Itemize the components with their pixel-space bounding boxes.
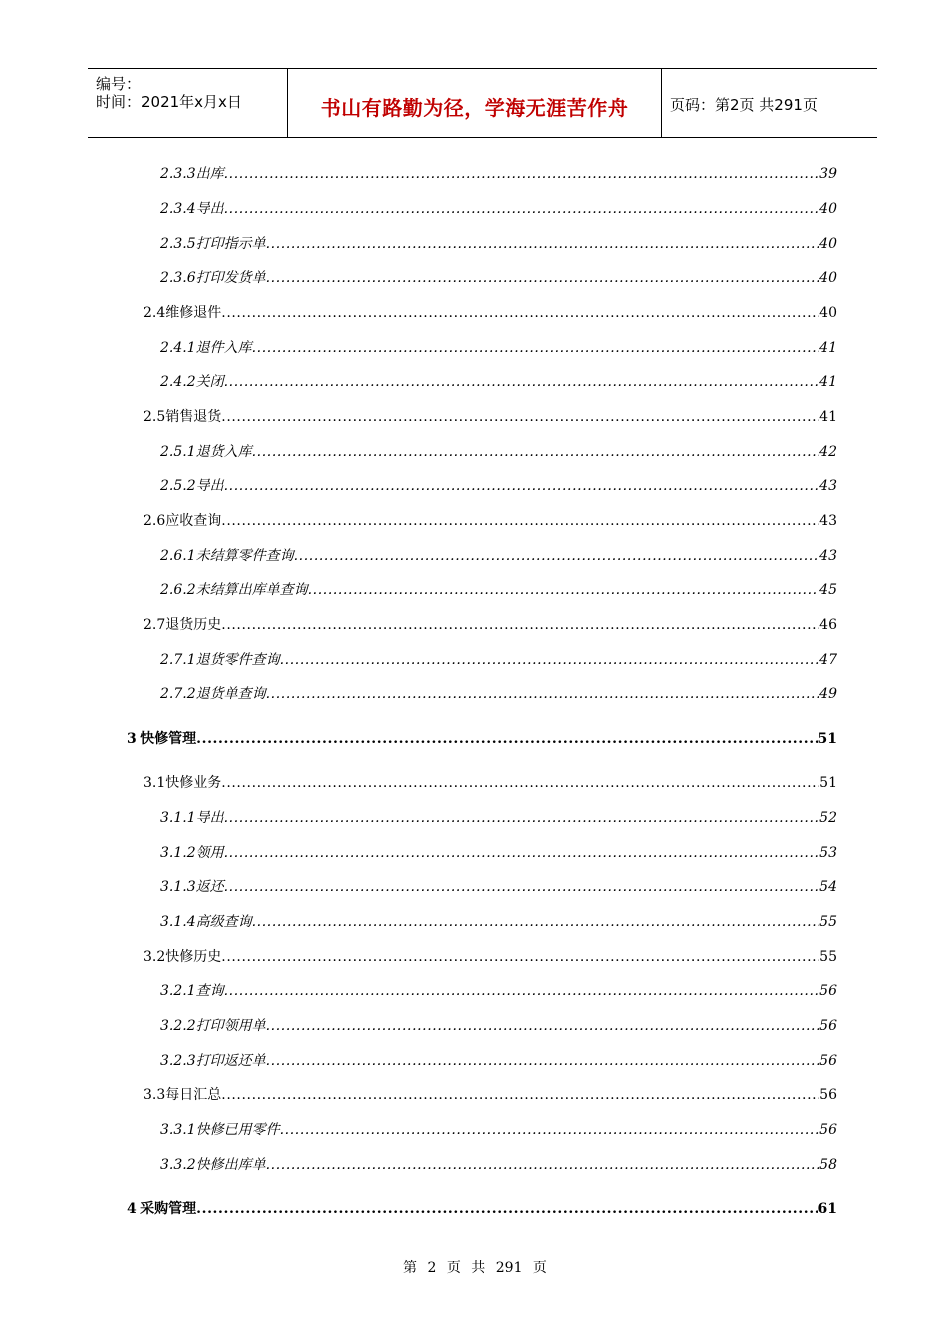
toc-entry-level-3[interactable] <box>160 980 837 1002</box>
toc-entry-number: 2.5.1 <box>160 444 196 460</box>
toc-entry-level-3[interactable] <box>160 267 837 289</box>
toc-entry-level-3[interactable] <box>160 545 837 567</box>
toc-dot-leader <box>196 1198 817 1220</box>
toc-entry-page-number: 51 <box>817 731 837 747</box>
toc-entry-page-number: 55 <box>819 949 837 965</box>
toc-entry-title: 高级查询 <box>195 914 252 930</box>
toc-entry-level-3[interactable] <box>160 163 837 185</box>
toc-entry-title: 快修业务 <box>165 775 222 791</box>
document-number-label: 编号： <box>96 75 142 93</box>
toc-dot-leader <box>221 510 819 532</box>
toc-entry-title: 每日汇总 <box>165 1087 222 1103</box>
toc-entry-level-1[interactable] <box>127 728 837 750</box>
toc-entry-number: 3.1.2 <box>160 845 196 861</box>
toc-entry-title: 快修出库单 <box>195 1157 266 1173</box>
toc-entry-number: 3 <box>127 731 137 747</box>
toc-dot-leader <box>280 649 820 671</box>
toc-entry-page-number: 58 <box>819 1157 837 1173</box>
toc-entry-level-3[interactable] <box>160 371 837 393</box>
toc-entry-level-3[interactable] <box>160 1154 837 1176</box>
toc-entry-number: 2.5 <box>143 409 166 425</box>
toc-entry-number: 3.2 <box>143 949 166 965</box>
toc-dot-leader <box>266 1154 820 1176</box>
toc-entry-title: 销售退货 <box>165 409 222 425</box>
toc-entry-level-3[interactable] <box>160 683 837 705</box>
toc-entry-level-3[interactable] <box>160 842 837 864</box>
toc-entry-title: 查询 <box>195 983 224 999</box>
toc-entry-title: 导出 <box>195 810 224 826</box>
toc-entry-number: 2.5.2 <box>160 478 196 494</box>
toc-entry-number: 2.4.2 <box>160 374 196 390</box>
toc-entry-level-2[interactable] <box>143 772 837 794</box>
toc-entry-title: 退货零件查询 <box>195 652 280 668</box>
toc-entry-title: 维修退件 <box>165 305 222 321</box>
toc-entry-number: 2.3.5 <box>160 236 196 252</box>
toc-entry-page-number: 39 <box>819 166 837 182</box>
header-motto: 书山有路勤为径，学海无涯苦作舟 <box>320 96 629 120</box>
toc-entry-number: 2.3.6 <box>160 270 196 286</box>
toc-entry-title: 退货单查询 <box>195 686 266 702</box>
toc-entry-title: 打印返还单 <box>195 1053 266 1069</box>
toc-entry-title: 打印指示单 <box>195 236 266 252</box>
toc-entry-number: 3.2.1 <box>160 983 196 999</box>
toc-entry-number: 3.1.4 <box>160 914 196 930</box>
toc-entry-page-number: 42 <box>819 444 837 460</box>
toc-entry-number: 2.3.4 <box>160 201 196 217</box>
toc-entry-page-number: 52 <box>819 810 837 826</box>
toc-entry-number: 2.4 <box>143 305 166 321</box>
toc-entry-level-3[interactable] <box>160 1119 837 1141</box>
toc-entry-level-2[interactable] <box>143 614 837 636</box>
toc-entry-level-3[interactable] <box>160 441 837 463</box>
toc-entry-title: 退货历史 <box>165 617 222 633</box>
toc-dot-leader <box>221 1084 819 1106</box>
toc-entry-page-number: 56 <box>819 1087 837 1103</box>
toc-dot-leader <box>224 876 820 898</box>
toc-entry-level-3[interactable] <box>160 649 837 671</box>
toc-entry-title: 快修已用零件 <box>195 1122 280 1138</box>
toc-dot-leader <box>221 946 819 968</box>
toc-entry-number: 4 <box>127 1201 137 1217</box>
toc-dot-leader <box>308 579 820 601</box>
toc-entry-number: 2.6.1 <box>160 548 196 564</box>
toc-entry-title: 快修历史 <box>165 949 222 965</box>
toc-entry-number: 3.3.2 <box>160 1157 196 1173</box>
toc-dot-leader <box>224 163 820 185</box>
toc-entry-page-number: 56 <box>819 983 837 999</box>
toc-entry-level-3[interactable] <box>160 198 837 220</box>
toc-entry-level-1[interactable] <box>127 1198 837 1220</box>
toc-entry-number: 3.3.1 <box>160 1122 196 1138</box>
toc-entry-number: 3.1.3 <box>160 879 196 895</box>
toc-entry-page-number: 56 <box>819 1122 837 1138</box>
toc-entry-page-number: 45 <box>819 582 837 598</box>
toc-entry-number: 3.1.1 <box>160 810 196 826</box>
toc-entry-level-2[interactable] <box>143 1084 837 1106</box>
toc-entry-title: 领用 <box>195 845 224 861</box>
toc-entry-level-2[interactable] <box>143 302 837 324</box>
toc-entry-page-number: 47 <box>819 652 837 668</box>
toc-entry-number: 3.1 <box>143 775 166 791</box>
toc-entry-number: 3.2.2 <box>160 1018 196 1034</box>
toc-entry-number: 2.7.1 <box>160 652 196 668</box>
toc-dot-leader <box>221 772 819 794</box>
toc-entry-page-number: 43 <box>819 513 837 529</box>
toc-entry-page-number: 41 <box>819 340 837 356</box>
document-date: 时间：2021年x月x日 <box>96 93 242 111</box>
toc-entry-level-3[interactable] <box>160 233 837 255</box>
toc-entry-number: 2.4.1 <box>160 340 196 356</box>
toc-entry-title: 出库 <box>195 166 224 182</box>
toc-entry-level-3[interactable] <box>160 1050 837 1072</box>
toc-entry-page-number: 56 <box>819 1018 837 1034</box>
toc-entry-number: 3.2.3 <box>160 1053 196 1069</box>
toc-entry-title: 返还 <box>195 879 224 895</box>
toc-dot-leader <box>266 683 820 705</box>
toc-dot-leader <box>224 371 820 393</box>
page-footer: 第 2 页 共 291 页 <box>403 1260 547 1276</box>
toc-entry-number: 2.7 <box>143 617 166 633</box>
toc-entry-page-number: 40 <box>819 270 837 286</box>
toc-entry-title: 应收查询 <box>165 513 222 529</box>
toc-entry-level-2[interactable] <box>143 510 837 532</box>
toc-dot-leader <box>266 233 820 255</box>
toc-entry-page-number: 43 <box>819 548 837 564</box>
toc-dot-leader <box>221 302 819 324</box>
toc-dot-leader <box>196 728 817 750</box>
toc-entry-title: 导出 <box>195 201 224 217</box>
toc-entry-number: 3.3 <box>143 1087 166 1103</box>
toc-entry-page-number: 61 <box>817 1201 837 1217</box>
toc-entry-number: 2.6 <box>143 513 166 529</box>
toc-entry-level-3[interactable] <box>160 876 837 898</box>
toc-entry-page-number: 49 <box>819 686 837 702</box>
toc-entry-page-number: 55 <box>819 914 837 930</box>
toc-entry-page-number: 40 <box>819 201 837 217</box>
toc-dot-leader <box>224 198 820 220</box>
toc-entry-title: 关闭 <box>195 374 224 390</box>
toc-dot-leader <box>221 614 819 636</box>
toc-entry-page-number: 40 <box>819 236 837 252</box>
toc-entry-level-2[interactable] <box>143 406 837 428</box>
toc-dot-leader <box>224 980 820 1002</box>
toc-entry-level-3[interactable] <box>160 1015 837 1037</box>
toc-entry-title: 快修管理 <box>140 731 197 747</box>
toc-entry-title: 采购管理 <box>140 1201 197 1217</box>
toc-entry-level-3[interactable] <box>160 807 837 829</box>
toc-entry-page-number: 51 <box>819 775 837 791</box>
header-page-info: 页码：第2页 共291页 <box>670 96 818 114</box>
toc-dot-leader <box>252 441 820 463</box>
toc-entry-level-2[interactable] <box>143 946 837 968</box>
toc-dot-leader <box>252 911 820 933</box>
toc-dot-leader <box>266 267 820 289</box>
toc-dot-leader <box>224 475 820 497</box>
toc-dot-leader <box>252 337 820 359</box>
toc-entry-page-number: 41 <box>819 409 837 425</box>
toc-entry-page-number: 40 <box>819 305 837 321</box>
toc-dot-leader <box>224 842 820 864</box>
toc-entry-title: 退货入库 <box>195 444 252 460</box>
toc-entry-page-number: 46 <box>819 617 837 633</box>
toc-entry-title: 退件入库 <box>195 340 252 356</box>
toc-dot-leader <box>221 406 819 428</box>
toc-entry-page-number: 54 <box>819 879 837 895</box>
toc-dot-leader <box>224 807 820 829</box>
toc-entry-number: 2.6.2 <box>160 582 196 598</box>
toc-entry-title: 打印领用单 <box>195 1018 266 1034</box>
toc-entry-page-number: 56 <box>819 1053 837 1069</box>
toc-entry-title: 未结算零件查询 <box>195 548 294 564</box>
toc-entry-number: 2.3.3 <box>160 166 196 182</box>
toc-dot-leader <box>280 1119 820 1141</box>
toc-entry-page-number: 41 <box>819 374 837 390</box>
toc-entry-number: 2.7.2 <box>160 686 196 702</box>
toc-entry-level-3[interactable] <box>160 911 837 933</box>
toc-entry-level-3[interactable] <box>160 475 837 497</box>
toc-entry-title: 导出 <box>195 478 224 494</box>
toc-dot-leader <box>266 1015 820 1037</box>
toc-entry-page-number: 53 <box>819 845 837 861</box>
toc-entry-title: 未结算出库单查询 <box>195 582 308 598</box>
toc-entry-level-3[interactable] <box>160 337 837 359</box>
toc-dot-leader <box>266 1050 820 1072</box>
toc-entry-page-number: 43 <box>819 478 837 494</box>
toc-entry-title: 打印发货单 <box>195 270 266 286</box>
toc-dot-leader <box>294 545 820 567</box>
toc-entry-level-3[interactable] <box>160 579 837 601</box>
